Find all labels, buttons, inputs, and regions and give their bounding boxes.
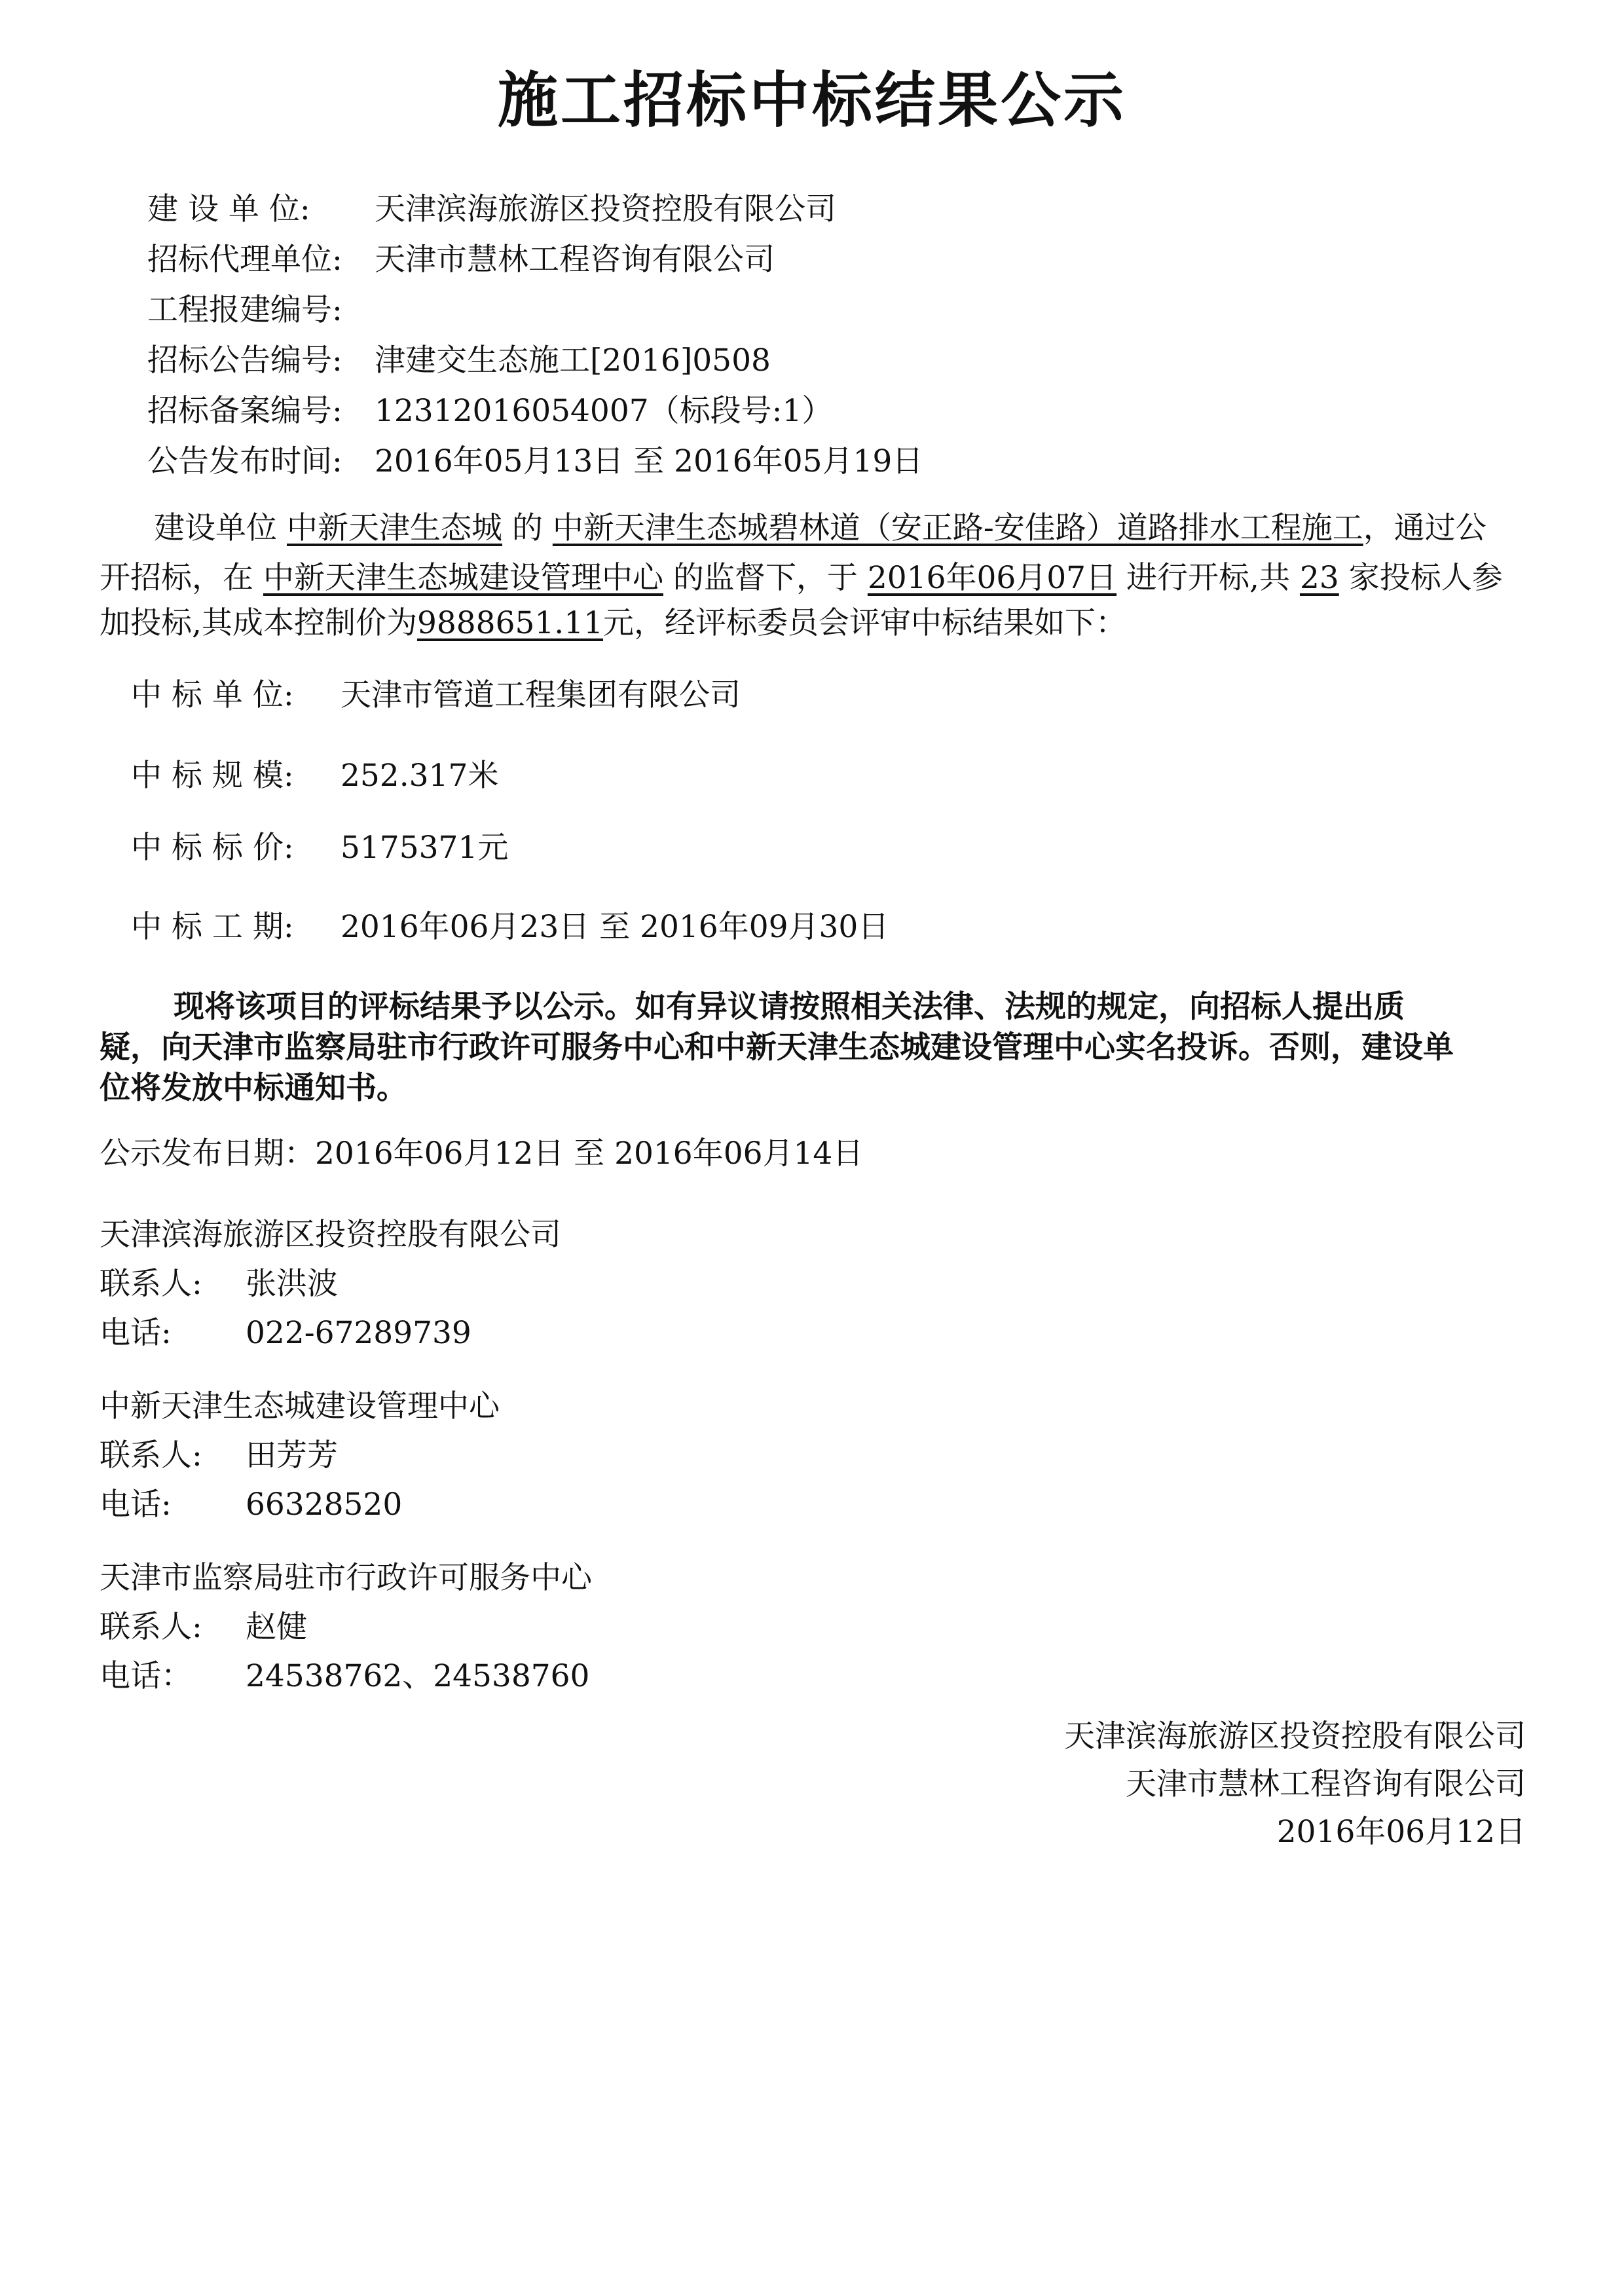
result-label-winner: 中 标 单 位:	[131, 677, 294, 713]
signature-org2: 天津市慧林工程咨询有限公司	[1126, 1766, 1526, 1802]
contact-person: 张洪波	[246, 1266, 338, 1302]
info-label-owner: 建 设 单 位:	[147, 191, 310, 227]
result-value-winner: 天津市管道工程集团有限公司	[341, 677, 741, 713]
signature-org1: 天津滨海旅游区投资控股有限公司	[1064, 1718, 1526, 1754]
contact-person-label: 联系人:	[100, 1437, 202, 1473]
para1-text: 家投标人参	[1348, 560, 1503, 596]
contact-person: 赵健	[246, 1609, 307, 1645]
para1-text: 的监督下，于	[673, 560, 858, 596]
para1-text: 的	[511, 510, 543, 546]
para1-supervisor: 中新天津生态城建设管理中心	[263, 560, 663, 596]
para1-text: 加投标,其成本控制价为	[100, 605, 417, 641]
info-value-agent: 天津市慧林工程咨询有限公司	[375, 242, 775, 278]
contact-phone: 66328520	[246, 1487, 403, 1523]
result-label-price: 中 标 标 价:	[131, 830, 294, 866]
contact-person: 田芳芳	[246, 1437, 338, 1473]
result-value-duration: 2016年06月23日 至 2016年09月30日	[341, 909, 889, 945]
info-label-notice-time: 公告发布时间:	[147, 443, 342, 479]
contact-phone-label: 电话:	[100, 1487, 172, 1523]
para1-text: 建设单位	[154, 510, 277, 546]
para1-project: 中新天津生态城碧林道（安正路-安佳路）道路排水工程施工	[552, 510, 1363, 546]
info-label-record-no: 招标备案编号:	[147, 393, 342, 429]
para1-text: 元，经评标委员会评审中标结果如下：	[603, 605, 1127, 641]
info-label-notice-no: 招标公告编号:	[147, 343, 342, 379]
signature-date: 2016年06月12日	[1276, 1814, 1526, 1850]
info-label-project-code: 工程报建编号:	[147, 292, 342, 328]
para1-line3	[100, 604, 1126, 643]
para1-line2	[100, 559, 1503, 598]
contact-org: 中新天津生态城建设管理中心	[100, 1388, 500, 1424]
contact-phone-label: 电话:	[100, 1315, 172, 1351]
result-label-duration: 中 标 工 期:	[131, 909, 294, 945]
info-label-agent: 招标代理单位:	[147, 242, 342, 278]
contact-phone-label: 电话：	[100, 1658, 192, 1694]
contact-person-label: 联系人:	[100, 1266, 202, 1302]
info-value-owner: 天津滨海旅游区投资控股有限公司	[375, 191, 836, 227]
notice-line3: 位将发放中标通知书。	[100, 1070, 407, 1106]
para1-bidders: 23	[1299, 560, 1339, 596]
info-value-notice-no: 津建交生态施工[2016]0508	[375, 343, 771, 379]
info-value-record-no: 12312016054007（标段号:1）	[375, 393, 833, 429]
result-value-scale: 252.317米	[341, 758, 499, 794]
notice-line2: 疑，向天津市监察局驻市行政许可服务中心和中新天津生态城建设管理中心实名投诉。否则，建设单	[100, 1029, 1454, 1065]
contact-org: 天津滨海旅游区投资控股有限公司	[100, 1217, 561, 1253]
para1-open-date: 2016年06月07日	[867, 560, 1117, 596]
contact-phone: 24538762、24538760	[246, 1658, 590, 1694]
para1-owner: 中新天津生态城	[286, 510, 502, 546]
para1-text: 开招标，在	[100, 560, 253, 596]
page-title: 施工招标中标结果公示	[497, 65, 1126, 136]
para1-cost: 9888651.11	[416, 605, 604, 641]
contact-person-label: 联系人:	[100, 1609, 202, 1645]
contact-org: 天津市监察局驻市行政许可服务中心	[100, 1560, 592, 1596]
para1-text: 进行开标,共	[1126, 560, 1290, 596]
publish-date: 公示发布日期：2016年06月12日 至 2016年06月14日	[100, 1136, 864, 1172]
info-value-notice-time: 2016年05月13日 至 2016年05月19日	[375, 443, 923, 479]
para1-text: ，通过公	[1363, 510, 1486, 546]
result-label-scale: 中 标 规 模:	[131, 758, 294, 794]
contact-phone: 022-67289739	[246, 1315, 471, 1351]
para1-line1	[154, 509, 1486, 548]
result-value-price: 5175371元	[341, 830, 509, 866]
notice-line1: 现将该项目的评标结果予以公示。如有异议请按照相关法律、法规的规定，向招标人提出质	[174, 989, 1405, 1025]
